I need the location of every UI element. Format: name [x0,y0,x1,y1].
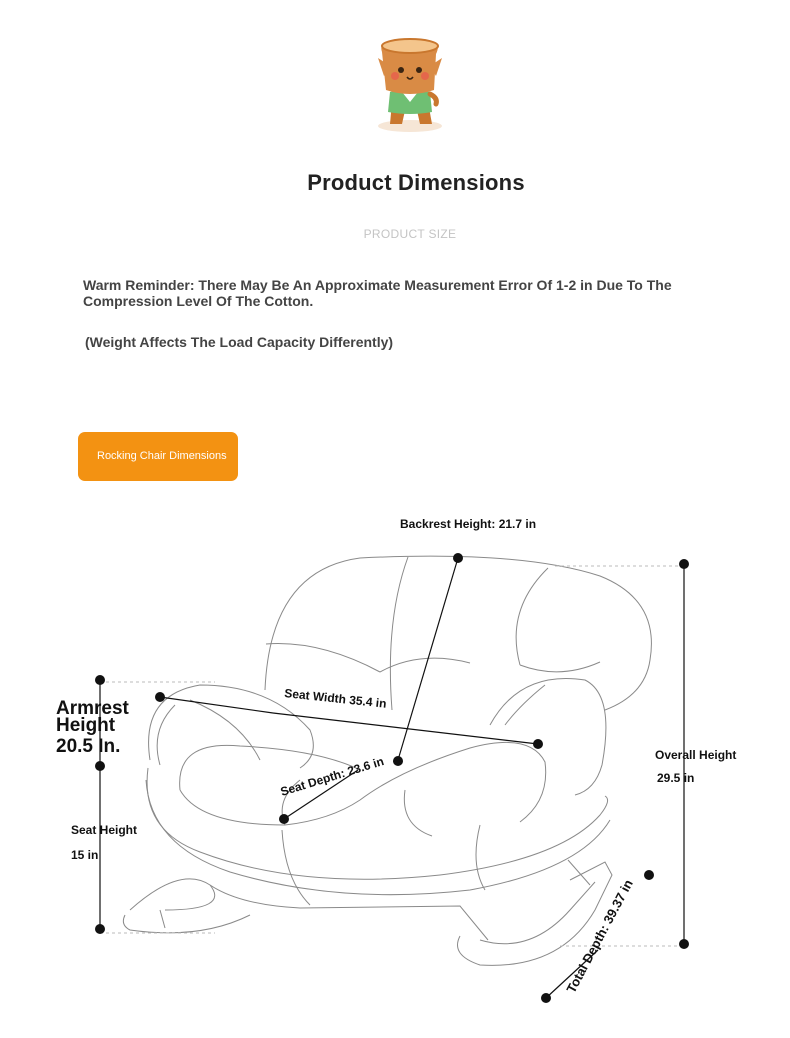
armrest-height-label-line2: Height [56,715,116,736]
tree-stump-mascot-icon [370,36,450,134]
measurement-reminder: Warm Reminder: There May Be An Approximate Measurement Error Of 1-2 in Due To The Compression Level Of The Cotton. [83,277,672,309]
total-depth-label: Total Depth: 39.37 in [563,876,636,996]
seat-height-value: 15 in [71,848,99,862]
page-title: Product Dimensions [307,170,525,195]
rocking-chair-dimensions-tag: Rocking Chair Dimensions [78,432,238,481]
page-subtitle: PRODUCT SIZE [363,227,457,241]
seat-width-label: Seat Width 35.4 in [283,686,388,711]
weight-note: (Weight Affects The Load Capacity Differently) [85,334,394,350]
armrest-height-value: 20.5 In. [56,736,121,757]
seat-height-label: Seat Height [71,823,138,837]
rocking-chair-outline [123,556,651,965]
armrest-height-label-line1: Armrest [56,698,129,719]
backrest-height-label: Backrest Height: 21.7 in [400,517,537,531]
chair-dimension-diagram [0,500,790,1038]
overall-height-label: Overall Height [655,748,737,762]
guide-dashes [100,566,684,946]
seat-depth-label: Seat Depth: 23.6 in [278,754,386,799]
overall-height-value: 29.5 in [657,771,695,785]
